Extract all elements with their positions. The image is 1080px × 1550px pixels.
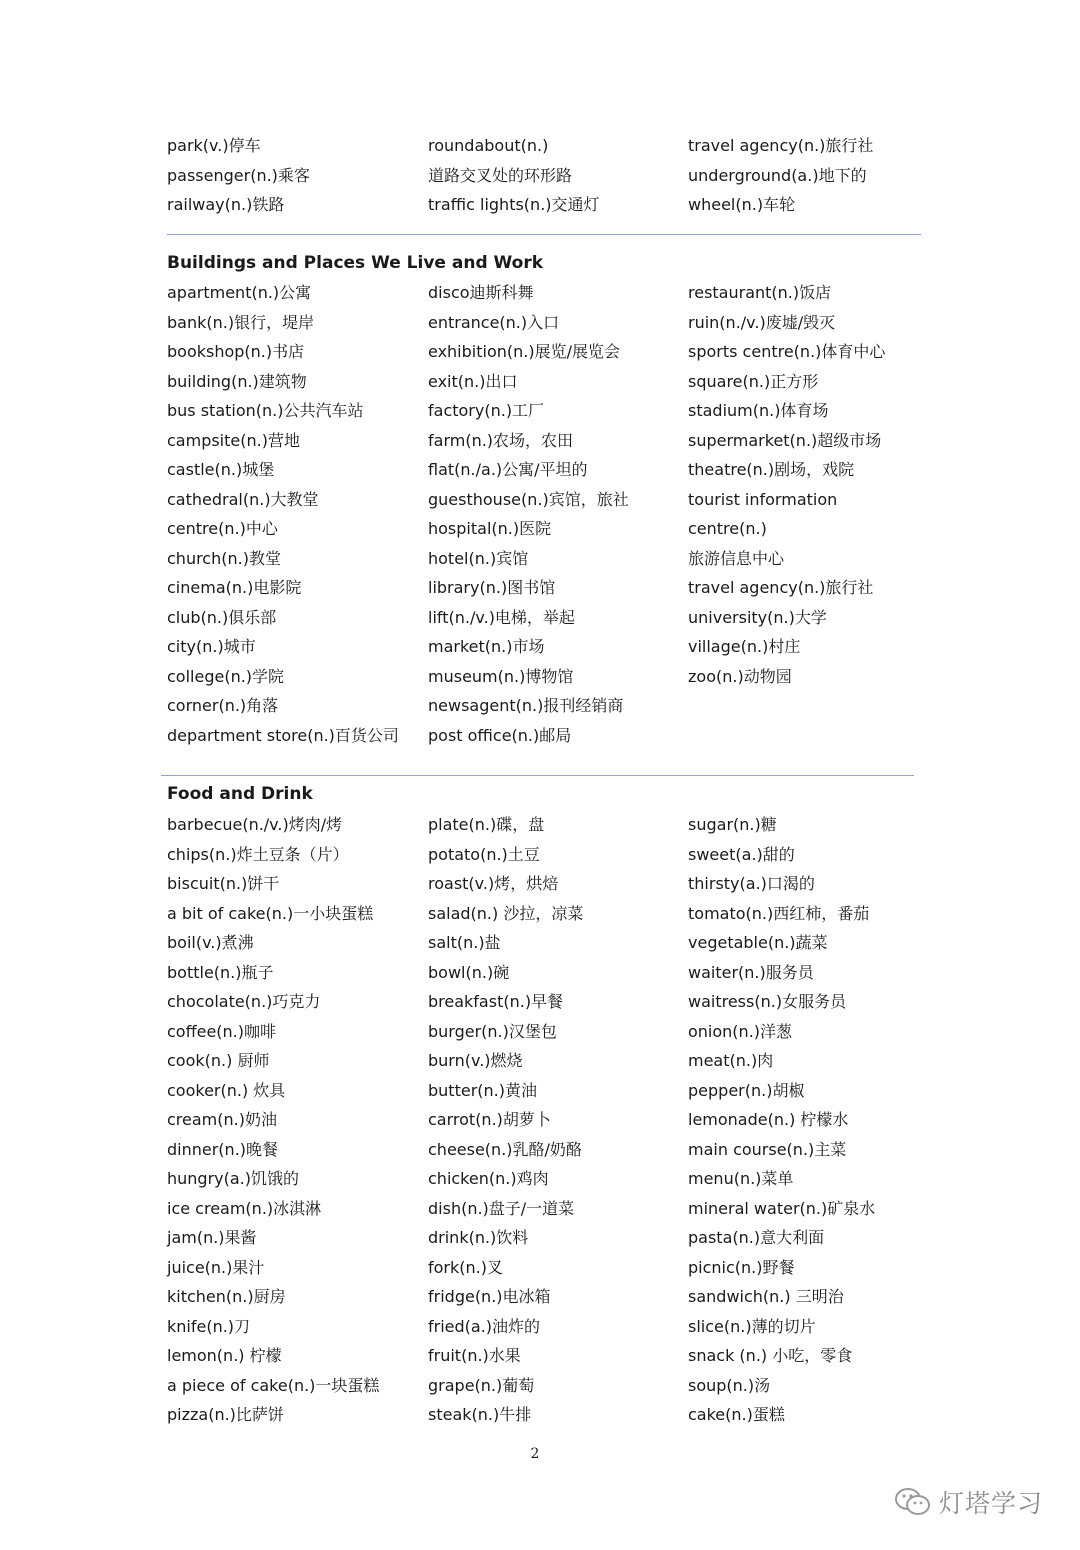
vocab-entry: bank(n.)银行，堤岸 <box>167 312 315 332</box>
vocab-entry: department store(n.)百货公司 <box>167 725 399 745</box>
vocab-entry: corner(n.)角落 <box>167 696 279 715</box>
vocab-entry: 旅游信息中心 <box>688 548 785 568</box>
vocab-entry: centre(n.) <box>688 519 767 538</box>
vocab-entry: cooker(n.) 炊具 <box>167 1080 286 1100</box>
vocab-entry: main course(n.)主菜 <box>688 1139 847 1159</box>
vocab-entry: sports centre(n.)体育中心 <box>688 342 886 361</box>
vocab-entry: vegetable(n.)蔬菜 <box>688 933 828 952</box>
vocab-entry: grape(n.)葡萄 <box>428 1375 535 1395</box>
vocab-entry: factory(n.)工厂 <box>428 401 545 420</box>
transport-column-2 <box>428 131 678 220</box>
vocab-entry: onion(n.)洋葱 <box>688 1021 793 1041</box>
buildings-column-1 <box>167 278 417 750</box>
vocab-entry: fork(n.)叉 <box>428 1257 503 1277</box>
vocab-entry: exit(n.)出口 <box>428 371 518 391</box>
vocab-entry: boil(v.)煮沸 <box>167 933 254 952</box>
vocab-entry: sweet(a.)甜的 <box>688 844 795 864</box>
vocab-entry: hotel(n.)宾馆 <box>428 548 529 568</box>
vocab-entry: pizza(n.)比萨饼 <box>167 1405 284 1424</box>
vocab-entry: meat(n.)肉 <box>688 1051 774 1070</box>
vocab-entry: bowl(n.)碗 <box>428 962 510 982</box>
vocab-entry: church(n.)教堂 <box>167 548 281 568</box>
vocab-entry: market(n.)市场 <box>428 637 545 656</box>
vocab-entry: cheese(n.)乳酪/奶酪 <box>428 1139 582 1159</box>
vocab-entry: dinner(n.)晚餐 <box>167 1139 279 1159</box>
vocab-entry: sandwich(n.) 三明治 <box>688 1287 844 1306</box>
vocab-entry: wheel(n.)车轮 <box>688 195 796 214</box>
vocab-entry: jam(n.)果酱 <box>167 1228 257 1247</box>
vocab-entry: cake(n.)蛋糕 <box>688 1405 785 1424</box>
vocab-entry: castle(n.)城堡 <box>167 460 275 479</box>
vocab-entry: menu(n.)菜单 <box>688 1169 794 1188</box>
vocab-entry: drink(n.)饮料 <box>428 1228 529 1247</box>
food-section <box>167 780 927 1440</box>
vocab-entry: fried(a.)油炸的 <box>428 1316 541 1336</box>
vocab-entry: potato(n.)土豆 <box>428 844 540 864</box>
vocab-entry: ice cream(n.)冰淇淋 <box>167 1198 322 1218</box>
vocab-entry: disco迪斯科舞 <box>428 283 534 302</box>
vocab-entry: a bit of cake(n.)一小块蛋糕 <box>167 903 374 923</box>
vocab-entry: exhibition(n.)展览/展览会 <box>428 342 620 361</box>
vocab-entry: waiter(n.)服务员 <box>688 962 814 982</box>
vocab-entry: museum(n.)博物馆 <box>428 666 574 686</box>
vocab-entry: hungry(a.)饥饿的 <box>167 1169 300 1188</box>
section-divider <box>167 234 921 235</box>
vocab-entry: butter(n.)黄油 <box>428 1080 537 1100</box>
buildings-column-2 <box>428 278 678 750</box>
vocab-entry: flat(n./a.)公寓/平坦的 <box>428 460 588 479</box>
vocab-entry: bus station(n.)公共汽车站 <box>167 401 364 420</box>
vocab-entry: burger(n.)汉堡包 <box>428 1021 557 1041</box>
vocab-entry: university(n.)大学 <box>688 607 827 627</box>
vocab-entry: mineral water(n.)矿泉水 <box>688 1198 876 1218</box>
transport-column-1 <box>167 131 417 220</box>
vocab-entry: traffic lights(n.)交通灯 <box>428 195 600 214</box>
transport-section <box>167 131 927 221</box>
vocab-entry: juice(n.)果汁 <box>167 1257 265 1277</box>
vocab-entry: kitchen(n.)厨房 <box>167 1287 286 1306</box>
vocab-entry: tomato(n.)西红柿，番茄 <box>688 903 870 923</box>
buildings-section <box>167 249 927 779</box>
vocab-entry: picnic(n.)野餐 <box>688 1257 795 1277</box>
vocab-entry: roast(v.)烤，烘焙 <box>428 874 559 893</box>
vocab-entry: city(n.)城市 <box>167 637 256 656</box>
vocab-entry: thirsty(a.)口渴的 <box>688 874 815 893</box>
vocab-entry: lift(n./v.)电梯，举起 <box>428 607 575 627</box>
vocab-entry: snack (n.) 小吃，零食 <box>688 1346 853 1365</box>
vocab-entry: supermarket(n.)超级市场 <box>688 430 882 450</box>
vocab-entry: coffee(n.)咖啡 <box>167 1021 277 1041</box>
vocab-entry: dish(n.)盘子/一道菜 <box>428 1198 575 1218</box>
watermark <box>893 1480 1063 1524</box>
vocab-entry: theatre(n.)剧场，戏院 <box>688 460 855 479</box>
vocab-entry: chips(n.)炸土豆条（片） <box>167 844 349 864</box>
vocab-entry: cream(n.)奶油 <box>167 1110 277 1129</box>
vocab-entry: zoo(n.)动物园 <box>688 666 792 686</box>
vocab-entry: salt(n.)盐 <box>428 933 501 952</box>
transport-column-3 <box>688 131 938 220</box>
vocab-entry: apartment(n.)公寓 <box>167 283 312 302</box>
vocab-entry: travel agency(n.)旅行社 <box>688 136 874 155</box>
vocab-entry: chocolate(n.)巧克力 <box>167 992 321 1011</box>
food-column-3 <box>688 810 938 1430</box>
vocab-entry: library(n.)图书馆 <box>428 578 556 597</box>
watermark-text: 灯塔学习 <box>939 1489 1044 1518</box>
wechat-icon <box>893 1485 933 1519</box>
vocab-entry: club(n.)俱乐部 <box>167 607 277 627</box>
page-number: 2 <box>530 1446 540 1462</box>
vocab-entry: railway(n.)铁路 <box>167 195 285 214</box>
vocab-entry: barbecue(n./v.)烤肉/烤 <box>167 815 343 834</box>
vocab-entry: bookshop(n.)书店 <box>167 342 305 361</box>
vocab-entry: bottle(n.)瓶子 <box>167 962 274 982</box>
vocab-entry: college(n.)学院 <box>167 666 285 686</box>
vocab-entry: restaurant(n.)饭店 <box>688 283 832 302</box>
vocab-entry: park(v.)停车 <box>167 136 261 155</box>
vocab-entry: burn(v.)燃烧 <box>428 1051 523 1070</box>
vocab-entry: steak(n.)牛排 <box>428 1405 532 1424</box>
vocab-entry: underground(a.)地下的 <box>688 165 867 185</box>
vocab-entry: fridge(n.)电冰箱 <box>428 1287 551 1306</box>
vocab-entry: soup(n.)汤 <box>688 1375 771 1395</box>
vocab-entry: campsite(n.)营地 <box>167 430 300 450</box>
vocab-entry: stadium(n.)体育场 <box>688 401 829 420</box>
food-column-2 <box>428 810 678 1430</box>
vocab-entry: chicken(n.)鸡肉 <box>428 1169 549 1188</box>
vocab-entry: plate(n.)碟，盘 <box>428 815 545 834</box>
vocab-entry: lemon(n.) 柠檬 <box>167 1346 282 1365</box>
vocab-entry: cinema(n.)电影院 <box>167 578 302 597</box>
vocab-entry: fruit(n.)水果 <box>428 1346 521 1365</box>
vocab-entry: square(n.)正方形 <box>688 371 819 391</box>
vocab-entry: ruin(n./v.)废墟/毁灭 <box>688 312 836 332</box>
vocab-entry: centre(n.)中心 <box>167 519 278 538</box>
vocab-entry: travel agency(n.)旅行社 <box>688 578 874 597</box>
vocab-entry: farm(n.)农场，农田 <box>428 430 574 450</box>
vocab-entry: slice(n.)薄的切片 <box>688 1316 816 1336</box>
vocab-entry: salad(n.) 沙拉，凉菜 <box>428 903 584 923</box>
vocab-entry: entrance(n.)入口 <box>428 312 560 332</box>
vocab-entry: a piece of cake(n.)一块蛋糕 <box>167 1375 380 1395</box>
vocab-entry: sugar(n.)糖 <box>688 815 777 834</box>
vocab-entry: biscuit(n.)饼干 <box>167 874 280 893</box>
buildings-column-3 <box>688 278 938 691</box>
vocab-entry: lemonade(n.) 柠檬水 <box>688 1110 849 1129</box>
vocab-entry: building(n.)建筑物 <box>167 371 307 391</box>
vocab-entry: passenger(n.)乘客 <box>167 165 310 185</box>
vocab-entry: tourist information <box>688 489 838 509</box>
vocab-entry: breakfast(n.)早餐 <box>428 992 564 1011</box>
vocab-entry: village(n.)村庄 <box>688 637 801 656</box>
vocab-entry: carrot(n.)胡萝卜 <box>428 1110 551 1129</box>
vocab-entry: cathedral(n.)大教堂 <box>167 489 319 509</box>
vocab-entry: newsagent(n.)报刊经销商 <box>428 696 624 715</box>
vocab-entry: waitress(n.)女服务员 <box>688 992 847 1011</box>
section-heading: Buildings and Places We Live and Work <box>167 253 544 273</box>
vocab-entry: pasta(n.)意大利面 <box>688 1228 825 1247</box>
section-heading: Food and Drink <box>167 784 313 804</box>
vocab-entry: 道路交叉处的环形路 <box>428 165 573 185</box>
vocab-entry: hospital(n.)医院 <box>428 519 552 538</box>
vocab-entry: pepper(n.)胡椒 <box>688 1080 805 1100</box>
food-column-1 <box>167 810 417 1430</box>
vocab-entry: guesthouse(n.)宾馆，旅社 <box>428 489 629 509</box>
vocab-entry: post office(n.)邮局 <box>428 725 572 745</box>
vocab-entry: roundabout(n.) <box>428 136 549 155</box>
section-divider <box>161 775 914 776</box>
vocab-entry: cook(n.) 厨师 <box>167 1051 270 1070</box>
vocab-entry: knife(n.)刀 <box>167 1316 251 1336</box>
